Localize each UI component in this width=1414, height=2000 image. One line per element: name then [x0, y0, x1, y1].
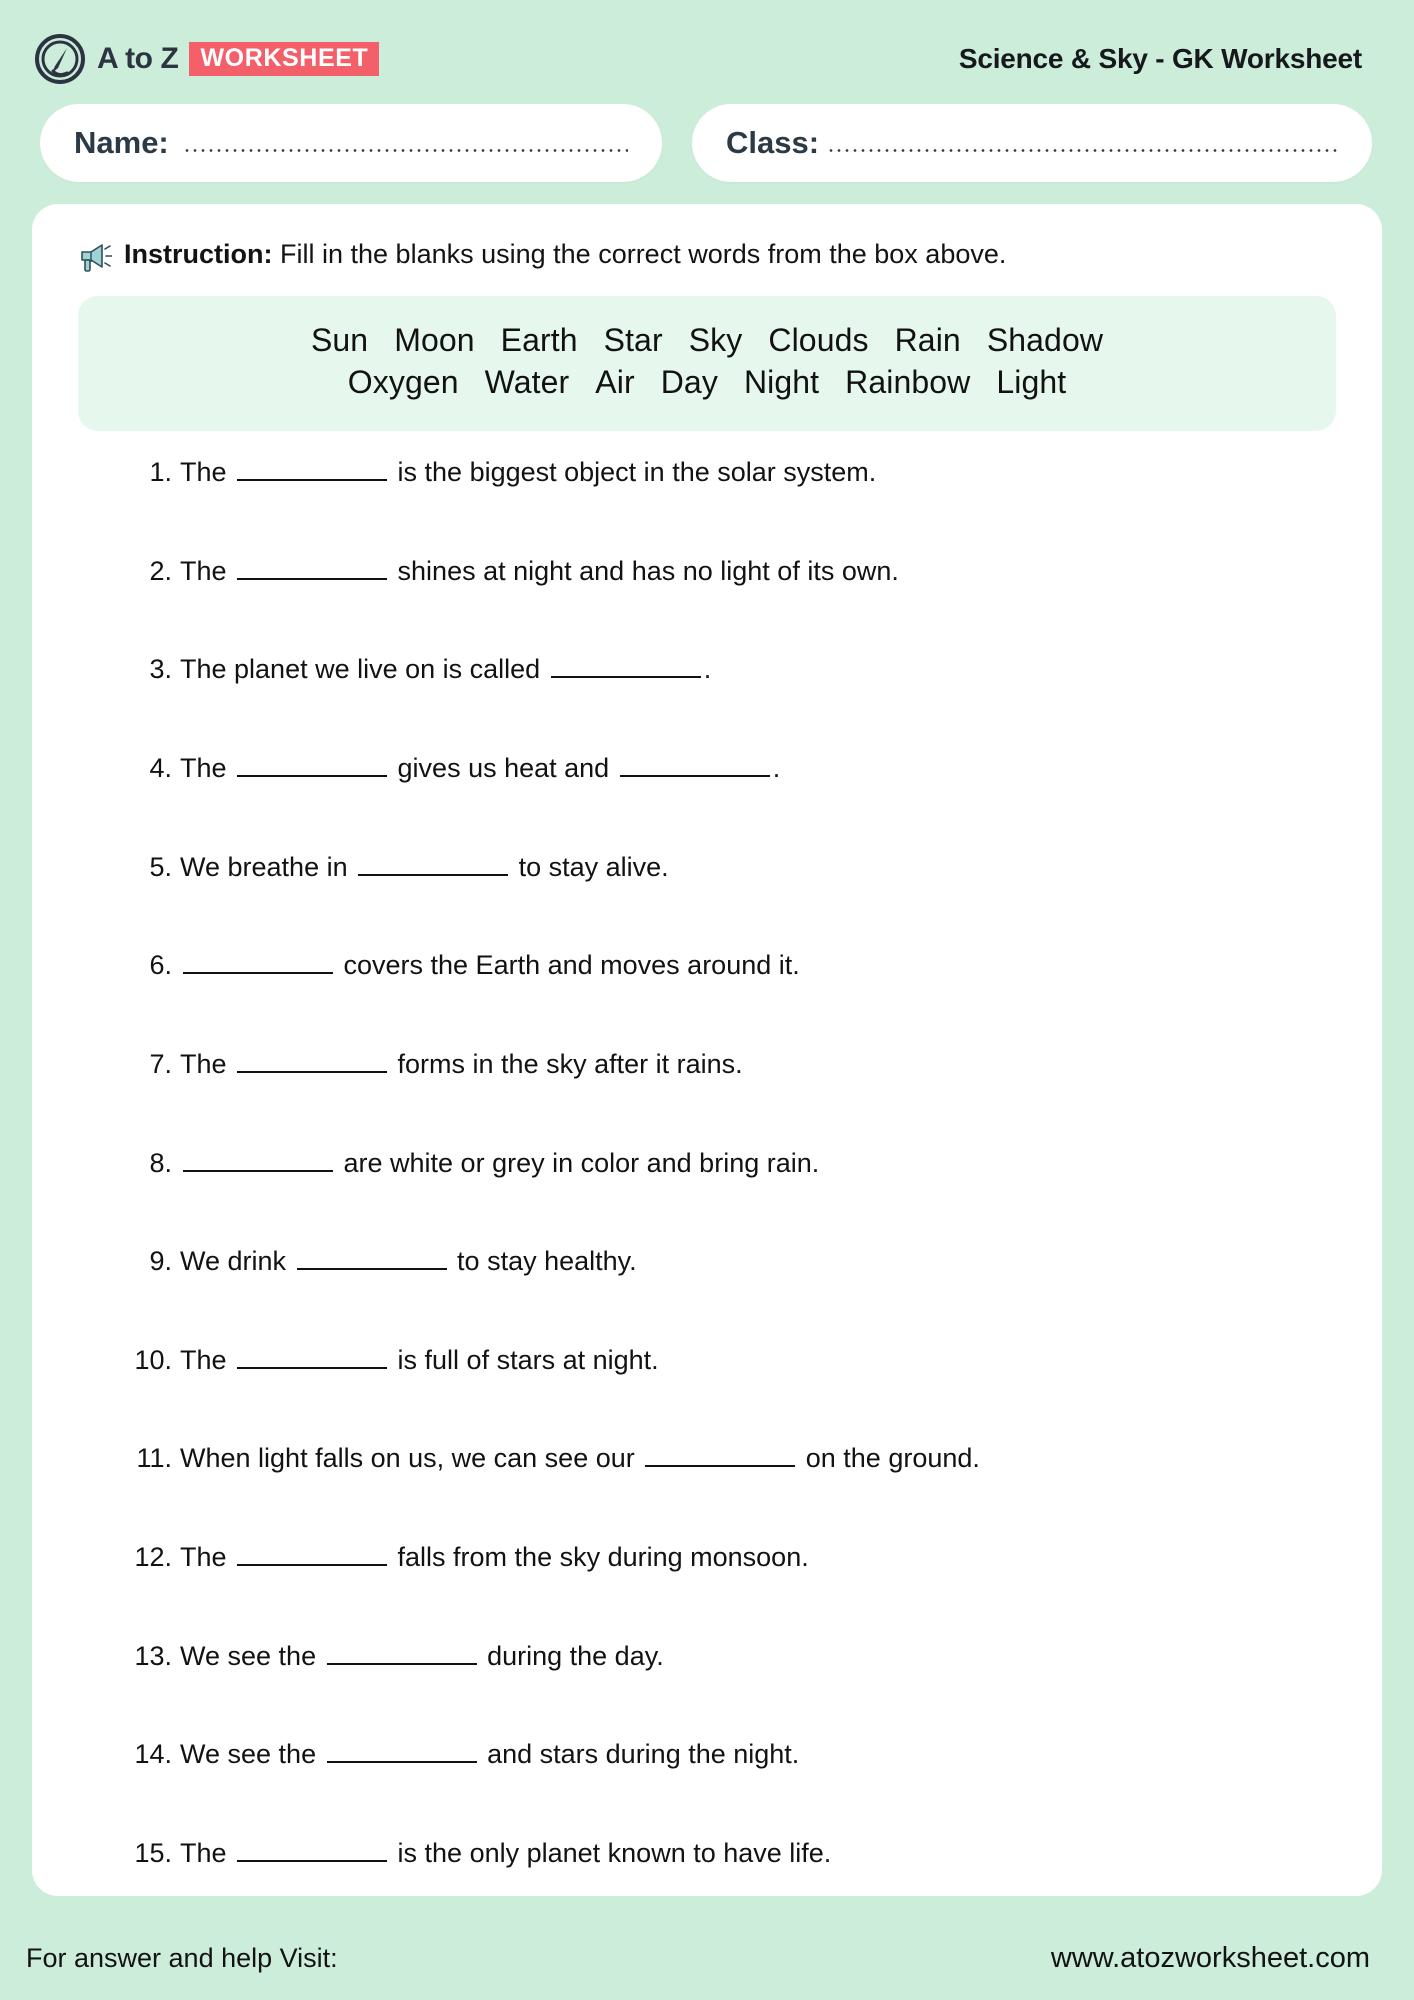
question-text-after: forms in the sky after it rains. — [390, 1048, 743, 1079]
class-label: Class: — [726, 125, 820, 160]
class-input-line[interactable] — [827, 128, 1338, 158]
page-header — [0, 0, 1414, 92]
question-number: 8. — [149, 1147, 172, 1178]
word-bank-word: Rain — [894, 322, 961, 358]
question-number: 15. — [134, 1837, 172, 1868]
question-item — [112, 1838, 1322, 1870]
question-text-before: The — [180, 1048, 235, 1079]
footer-help-text: For answer and help Visit: — [26, 1942, 338, 1973]
instruction-text — [124, 238, 1006, 272]
brand-badge: WORKSHEET — [189, 42, 379, 76]
question-text — [180, 1542, 1322, 1574]
question-text-before: The — [180, 457, 235, 488]
name-label: Name: — [74, 125, 169, 160]
question-text-middle: gives us heat and — [390, 753, 617, 784]
question-item — [112, 852, 1322, 884]
question-item — [112, 1049, 1322, 1081]
question-text — [180, 457, 1322, 489]
question-text-before: We breathe in — [180, 851, 356, 882]
question-text-after: during the day. — [479, 1640, 664, 1671]
question-item — [112, 753, 1322, 785]
question-number: 10. — [134, 1344, 172, 1375]
question-text-before: We drink — [180, 1246, 294, 1277]
footer-website-link[interactable]: www.atozworksheet.com — [1050, 1941, 1370, 1974]
question-text — [180, 1246, 1322, 1278]
question-number: 7. — [149, 1048, 172, 1079]
word-bank-row-2 — [108, 362, 1306, 404]
answer-blank[interactable] — [327, 1761, 477, 1763]
question-text-before: When light falls on us, we can see our — [180, 1443, 643, 1474]
question-list — [66, 457, 1348, 1870]
answer-blank[interactable] — [237, 479, 387, 481]
question-item — [112, 950, 1322, 982]
word-bank-word: Earth — [500, 322, 578, 358]
question-item — [112, 1641, 1322, 1673]
word-bank-word: Shadow — [986, 322, 1104, 358]
question-number: 11. — [136, 1443, 172, 1474]
instruction-body: Fill in the blanks using the correct words from the box above. — [280, 239, 1007, 269]
word-bank-word: Water — [484, 363, 570, 400]
question-item — [112, 1345, 1322, 1377]
question-item — [112, 457, 1322, 489]
word-bank-word: Star — [603, 322, 663, 358]
question-item — [112, 1542, 1322, 1574]
pen-circle-logo-icon — [34, 33, 86, 85]
name-input-line[interactable] — [183, 128, 628, 158]
question-item — [112, 1739, 1322, 1771]
question-text-before: The — [180, 1344, 235, 1375]
question-text-after: covers the Earth and moves around it. — [336, 950, 800, 981]
question-text — [180, 1641, 1322, 1673]
question-item — [112, 1148, 1322, 1180]
answer-blank[interactable] — [237, 775, 387, 777]
word-bank-word: Moon — [394, 322, 475, 358]
question-text — [180, 1148, 1322, 1180]
word-bank-word: Day — [660, 363, 718, 400]
question-item — [112, 1246, 1322, 1278]
question-text — [180, 1443, 1322, 1475]
answer-blank[interactable] — [358, 874, 508, 876]
word-bank-word: Oxygen — [347, 363, 459, 400]
question-number: 9. — [149, 1246, 172, 1277]
question-text-after: is the only planet known to have life. — [390, 1837, 832, 1868]
answer-blank[interactable] — [327, 1663, 477, 1665]
question-text-after: and stars during the night. — [479, 1739, 800, 1770]
question-item — [112, 654, 1322, 686]
class-field[interactable] — [692, 104, 1372, 182]
question-text-after: . — [703, 654, 712, 685]
question-text — [180, 556, 1322, 588]
question-text — [180, 1838, 1322, 1870]
answer-blank[interactable] — [237, 1367, 387, 1369]
megaphone-icon — [78, 240, 112, 274]
question-text — [180, 1345, 1322, 1377]
page-footer — [0, 1916, 1414, 2000]
question-text-before: We see the — [180, 1739, 324, 1770]
question-number: 13. — [134, 1640, 172, 1671]
answer-blank[interactable] — [183, 1170, 333, 1172]
instruction-label: Instruction: — [124, 239, 273, 269]
question-text — [180, 1739, 1322, 1771]
answer-blank[interactable] — [237, 578, 387, 580]
question-text-before: The planet we live on is called — [180, 654, 548, 685]
word-bank-word: Air — [595, 363, 635, 400]
word-bank-word: Clouds — [768, 322, 869, 358]
answer-blank[interactable] — [551, 676, 701, 678]
question-item — [112, 556, 1322, 588]
question-text-after: is the biggest object in the solar system. — [390, 457, 877, 488]
question-number: 14. — [134, 1739, 172, 1770]
question-text — [180, 1049, 1322, 1081]
brand-logo — [34, 33, 379, 85]
name-field[interactable] — [40, 104, 662, 182]
answer-blank[interactable] — [297, 1268, 447, 1270]
question-number: 3. — [149, 654, 172, 685]
question-number: 4. — [149, 753, 172, 784]
question-number: 2. — [149, 555, 172, 586]
question-text-after: shines at night and has no light of its own. — [390, 555, 899, 586]
answer-blank[interactable] — [620, 775, 770, 777]
question-text-after: to stay alive. — [511, 851, 669, 882]
question-text-after: is full of stars at night. — [390, 1344, 659, 1375]
question-text — [180, 753, 1322, 785]
question-text-before: We see the — [180, 1640, 324, 1671]
word-bank-word: Night — [743, 363, 820, 400]
word-bank — [78, 296, 1336, 431]
question-number: 12. — [134, 1542, 172, 1573]
brand-name: A to Z — [97, 42, 179, 75]
question-text-before: The — [180, 753, 235, 784]
question-number: 1. — [149, 457, 172, 488]
answer-blank[interactable] — [237, 1860, 387, 1862]
question-number: 6. — [149, 950, 172, 981]
worksheet-card — [32, 204, 1382, 1896]
word-bank-word: Sun — [310, 322, 369, 358]
question-item — [112, 1443, 1322, 1475]
question-text-after: on the ground. — [798, 1443, 980, 1474]
question-text-before: The — [180, 1837, 235, 1868]
question-text-before: The — [180, 555, 235, 586]
instruction-row — [66, 238, 1348, 274]
student-fields-row — [0, 92, 1414, 182]
answer-blank[interactable] — [237, 1564, 387, 1566]
word-bank-row-1 — [108, 320, 1306, 362]
word-bank-word: Sky — [688, 322, 743, 358]
question-text-after: to stay healthy. — [449, 1246, 637, 1277]
answer-blank[interactable] — [237, 1071, 387, 1073]
question-text-before: The — [180, 1542, 235, 1573]
question-text-after: . — [772, 753, 781, 784]
page-title: Science & Sky - GK Worksheet — [958, 43, 1362, 74]
answer-blank[interactable] — [645, 1465, 795, 1467]
answer-blank[interactable] — [183, 972, 333, 974]
question-text — [180, 654, 1322, 686]
question-text — [180, 852, 1322, 884]
question-text-after: are white or grey in color and bring rain. — [336, 1147, 820, 1178]
question-text — [180, 950, 1322, 982]
word-bank-word: Rainbow — [845, 363, 971, 400]
question-number: 5. — [149, 851, 172, 882]
question-text-after: falls from the sky during monsoon. — [390, 1542, 809, 1573]
word-bank-word: Light — [996, 363, 1067, 400]
